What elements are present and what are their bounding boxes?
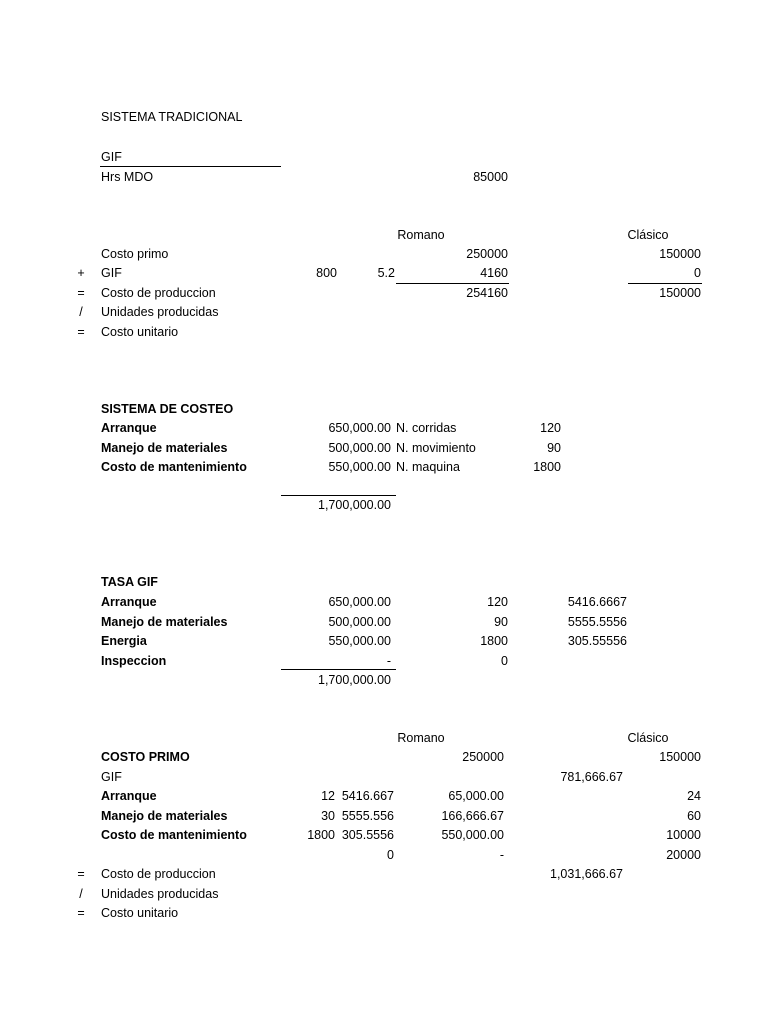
abc-row-d: 781,666.67 [560,770,623,784]
trad-gif-underline [100,166,281,167]
abc-row-label: Manejo de materiales [101,809,228,823]
costeo-title: SISTEMA DE COSTEO [101,402,234,416]
trad-row-label: GIF [101,266,122,280]
costeo-row-amount: 550,000.00 [328,460,391,474]
tasa-row-amount: 550,000.00 [328,634,391,648]
trad-hrs-value: 85000 [473,170,508,184]
abc-row-label: COSTO PRIMO [101,750,190,764]
abc-row-romano: 250000 [462,750,504,764]
costeo-row-qty: 90 [547,441,561,455]
tasa-row-qty: 0 [501,654,508,668]
abc-row-a: 12 [321,789,335,803]
trad-header-romano: Romano [397,228,445,242]
costeo-row-amount: 650,000.00 [328,421,391,435]
trad-row-romano: 254160 [466,286,508,300]
tasa-total-rule [281,669,396,670]
abc-header-clasico: Clásico [627,731,669,745]
trad-header-clasico: Clásico [627,228,669,242]
abc-row-a: 30 [321,809,335,823]
costeo-total-rule [281,495,396,496]
trad-row-label: Costo de produccion [101,286,216,300]
trad-row-label: Unidades producidas [101,305,219,319]
trad-row-label: Costo primo [101,247,169,261]
tasa-row-rate: 305.55556 [567,634,627,648]
trad-row-clasico: 150000 [659,247,701,261]
trad-clasico-rule [628,283,702,284]
abc-row-b: 5555.556 [341,809,394,823]
tasa-row-qty: 120 [487,595,508,609]
trad-row-sign: + [77,266,85,280]
costeo-row-label: Costo de mantenimiento [101,460,247,474]
tasa-row-label: Energia [101,634,147,648]
tasa-row-amount: - [386,654,391,668]
tasa-total: 1,700,000.00 [318,673,391,687]
costeo-row-driver: N. maquina [396,460,460,474]
abc-row-a: 1800 [307,828,335,842]
abc-row-d: 1,031,666.67 [550,867,623,881]
abc-row-romano: 65,000.00 [448,789,504,803]
abc-row-label: Unidades producidas [101,887,219,901]
abc-header-romano: Romano [397,731,445,745]
costeo-total: 1,700,000.00 [318,498,391,512]
abc-row-clasico: 24 [687,789,701,803]
abc-row-romano: 550,000.00 [441,828,504,842]
tasa-row-label: Inspeccion [101,654,167,668]
abc-row-label: Costo de mantenimiento [101,828,247,842]
abc-row-label: GIF [101,770,122,784]
trad-row-romano: 4160 [480,266,508,280]
tasa-row-qty: 1800 [480,634,508,648]
abc-row-sign: / [79,887,83,901]
tasa-row-label: Manejo de materiales [101,615,228,629]
trad-row-b: 5.2 [377,266,395,280]
abc-row-romano: - [499,848,504,862]
abc-row-b: 0 [387,848,394,862]
trad-row-clasico: 150000 [659,286,701,300]
trad-romano-rule [396,283,509,284]
costeo-row-qty: 120 [540,421,561,435]
abc-row-label: Costo de produccion [101,867,216,881]
costeo-row-qty: 1800 [533,460,561,474]
abc-row-clasico: 10000 [666,828,701,842]
costeo-row-driver: N. corridas [396,421,457,435]
abc-row-clasico: 60 [687,809,701,823]
trad-gif-label: GIF [101,150,122,164]
abc-row-b: 5416.667 [341,789,394,803]
trad-row-clasico: 0 [694,266,701,280]
tasa-row-rate: 5555.5556 [567,615,627,629]
tasa-title: TASA GIF [101,575,158,589]
abc-row-sign: = [77,906,85,920]
abc-row-b: 305.5556 [341,828,394,842]
trad-row-a: 800 [316,266,337,280]
tasa-row-amount: 500,000.00 [328,615,391,629]
tasa-row-label: Arranque [101,595,157,609]
trad-title: SISTEMA TRADICIONAL [101,110,243,124]
costeo-row-driver: N. movimiento [396,441,476,455]
costeo-row-amount: 500,000.00 [328,441,391,455]
abc-row-sign: = [77,867,85,881]
trad-row-sign: / [79,305,83,319]
trad-hrs-label: Hrs MDO [101,170,154,184]
trad-row-romano: 250000 [466,247,508,261]
trad-row-sign: = [77,286,85,300]
abc-row-label: Costo unitario [101,906,179,920]
costeo-row-label: Arranque [101,421,157,435]
tasa-row-amount: 650,000.00 [328,595,391,609]
trad-row-sign: = [77,325,85,339]
abc-row-clasico: 150000 [659,750,701,764]
tasa-row-rate: 5416.6667 [567,595,627,609]
abc-row-romano: 166,666.67 [441,809,504,823]
abc-row-clasico: 20000 [666,848,701,862]
trad-row-label: Costo unitario [101,325,179,339]
tasa-row-qty: 90 [494,615,508,629]
abc-row-label: Arranque [101,789,157,803]
costeo-row-label: Manejo de materiales [101,441,228,455]
